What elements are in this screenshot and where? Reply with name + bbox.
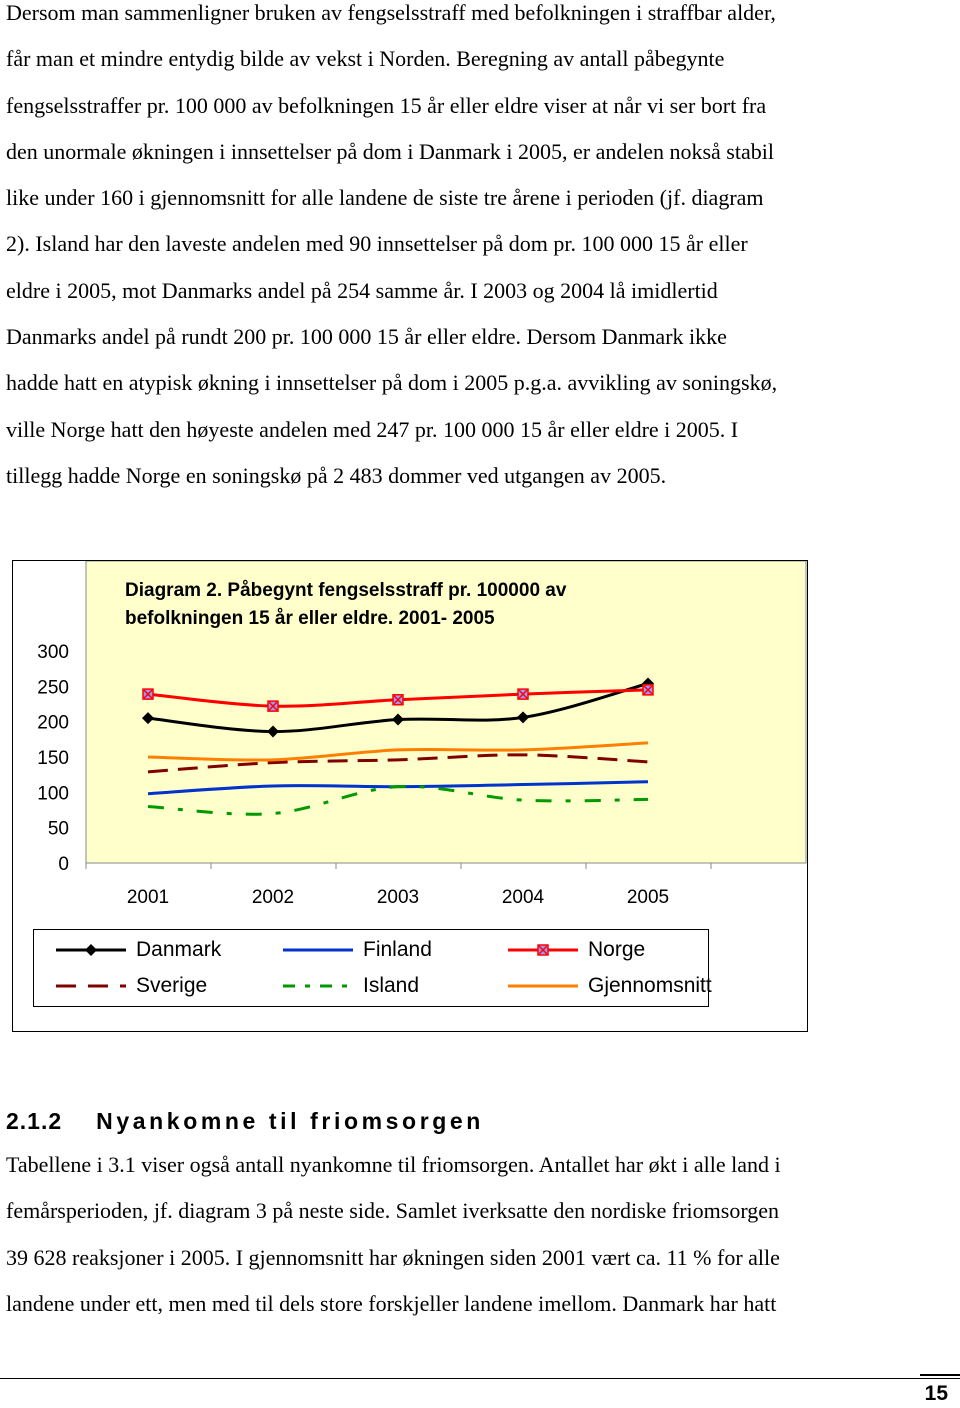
y-tick-label: 50 <box>47 818 69 840</box>
x-tick-label: 2004 <box>501 887 545 908</box>
legend-label: Gjennomsnitt <box>588 974 712 997</box>
footer-rule <box>0 1378 960 1379</box>
legend-swatch <box>281 976 355 996</box>
y-tick-label: 300 <box>37 642 69 663</box>
legend-item-island <box>281 968 419 1004</box>
footer-tick <box>920 1374 960 1376</box>
text-line: femårsperioden, jf. diagram 3 på neste side. Samlet iverksatte den nordiske friomsorgen <box>6 1198 780 1224</box>
text-line: eldre i 2005, mot Danmarks andel på 254 samme år. I 2003 og 2004 lå imidlertid <box>6 277 718 303</box>
text-line: tillegg hadde Norge en soningskø på 2 483 dommer ved utgangen av 2005. <box>6 462 667 488</box>
chart-legend <box>33 929 712 1007</box>
legend-label: Island <box>363 974 420 997</box>
y-tick-label: 200 <box>37 712 69 734</box>
legend-item-finland <box>281 932 432 968</box>
text-line: Danmarks andel på rundt 200 pr. 100 000 15 år eller eldre. Dersom Danmark ikke <box>6 324 727 350</box>
section-title: Nyankomne til friomsorgen <box>96 1108 484 1134</box>
legend-swatch <box>54 940 128 960</box>
legend-swatch <box>506 976 580 996</box>
x-tick-label: 2003 <box>376 887 420 908</box>
x-tick-label: 2001 <box>126 887 170 908</box>
legend-item-norge <box>506 932 645 968</box>
x-tick-label: 2002 <box>251 887 295 908</box>
legend-label: Norge <box>588 938 646 961</box>
x-tick-label: 2005 <box>626 887 670 908</box>
body-paragraph <box>6 1142 956 1327</box>
text-line: landene under ett, men med til dels store forskjeller landene imellom. Danmark har hatt <box>6 1290 777 1316</box>
text-line: 39 628 reaksjoner i 2005. I gjennomsnitt har økningen siden 2001 vært ca. 11 % for alle <box>6 1244 780 1270</box>
legend-swatch <box>281 940 355 960</box>
page-number: 15 <box>924 1382 948 1405</box>
text-line: fengselsstraffer pr. 100 000 av befolkningen 15 år eller eldre viser at når vi ser bort fra <box>6 92 767 118</box>
text-line: like under 160 i gjennomsnitt for alle landene de siste tre årene i perioden (jf. diagram <box>6 185 764 211</box>
legend-swatch <box>506 940 580 960</box>
text-line: hadde hatt en atypisk økning i innsettelser på dom i 2005 p.g.a. avvikling av soningskø, <box>6 370 778 396</box>
section-number: 2.1.2 <box>6 1108 63 1134</box>
y-tick-label: 150 <box>37 748 69 769</box>
chart-title: Diagram 2. Påbegynt fengselsstraff pr. 100000 av befolkningen 15 år eller eldre. 2001- 2005 <box>125 580 567 629</box>
legend-label: Danmark <box>136 938 222 961</box>
text-line: Dersom man sammenligner bruken av fengselsstraff med befolkningen i straffbar alder, <box>6 0 776 25</box>
text-line: Tabellene i 3.1 viser også antall nyankomne til friomsorgen. Antallet har økt i alle land i <box>6 1152 781 1177</box>
legend-item-gjennomsnitt <box>506 968 712 1004</box>
legend-label: Finland <box>363 938 432 961</box>
y-tick-label: 250 <box>37 677 69 699</box>
chart-container <box>12 560 808 1032</box>
legend-item-danmark <box>54 932 221 968</box>
intro-paragraph <box>6 0 956 499</box>
text-line: ville Norge hatt den høyeste andelen med 247 pr. 100 000 15 år eller eldre i 2005. I <box>6 416 739 442</box>
legend-item-sverige <box>54 968 207 1004</box>
text-line: får man et mindre entydig bilde av vekst i Norden. Beregning av antall påbegynte <box>6 46 725 72</box>
y-tick-label: 0 <box>58 854 69 875</box>
text-line: den unormale økningen i innsettelser på dom i Danmark i 2005, er andelen nokså stabil <box>6 138 774 164</box>
y-tick-label: 100 <box>37 783 69 805</box>
legend-swatch <box>54 976 128 996</box>
legend-label: Sverige <box>136 974 208 997</box>
section-heading <box>6 1108 484 1135</box>
text-line: 2). Island har den laveste andelen med 90 innsettelser på dom pr. 100 000 15 år eller <box>6 231 748 257</box>
